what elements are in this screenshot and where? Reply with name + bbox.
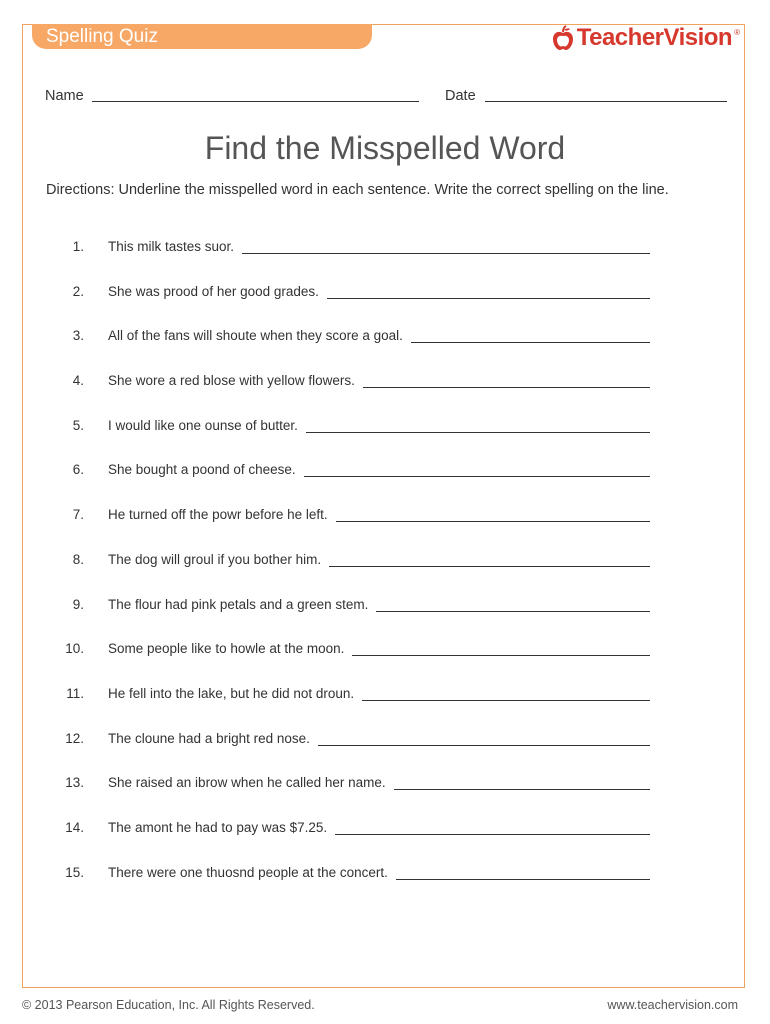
item-text: There were one thuosnd people at the concert. <box>108 864 388 880</box>
item-number: 1. <box>72 239 84 254</box>
answer-line[interactable] <box>327 284 650 299</box>
quiz-item <box>0 462 770 507</box>
item-text: The cloune had a bright red nose. <box>108 730 310 746</box>
copyright-notice: © 2013 Pearson Education, Inc. All Rights Reserved. <box>22 998 315 1012</box>
item-number: 14. <box>65 819 84 835</box>
item-number: 15. <box>65 864 84 880</box>
name-field[interactable] <box>92 101 419 102</box>
answer-line[interactable] <box>362 686 650 701</box>
item-number: 11. <box>66 685 84 701</box>
item-sentence <box>108 507 650 522</box>
item-sentence <box>108 820 650 835</box>
item-number: 9. <box>72 596 84 612</box>
answer-line[interactable] <box>304 462 650 477</box>
answer-line[interactable] <box>396 865 650 880</box>
item-sentence <box>108 731 650 746</box>
answer-line[interactable] <box>306 418 650 433</box>
quiz-item <box>0 507 770 552</box>
answer-line[interactable] <box>363 373 650 388</box>
brand-name: TeacherVision <box>576 24 733 51</box>
item-sentence <box>108 597 650 612</box>
quiz-item <box>0 820 770 865</box>
item-text: She wore a red blose with yellow flowers. <box>108 373 355 389</box>
item-sentence <box>108 284 650 299</box>
quiz-tab <box>32 24 372 49</box>
quiz-item <box>0 552 770 597</box>
item-sentence <box>108 239 650 254</box>
item-number: 13. <box>65 775 84 791</box>
item-sentence <box>108 418 650 433</box>
item-text: The flour had pink petals and a green stem. <box>108 596 369 612</box>
item-text: This milk tastes suor. <box>108 239 235 254</box>
answer-line[interactable] <box>394 775 650 790</box>
item-sentence <box>108 462 650 477</box>
item-text: She was prood of her good grades. <box>108 283 319 299</box>
answer-line[interactable] <box>318 731 650 746</box>
answer-line[interactable] <box>411 328 650 343</box>
item-text: Some people like to howle at the moon. <box>108 641 345 657</box>
item-text: The amont he had to pay was $7.25. <box>108 819 328 835</box>
answer-line[interactable] <box>329 552 650 567</box>
item-sentence <box>108 552 650 567</box>
quiz-item <box>0 373 770 418</box>
quiz-item <box>0 597 770 642</box>
answer-line[interactable] <box>352 641 650 656</box>
item-text: All of the fans will shoute when they score a goal. <box>108 328 403 344</box>
item-number: 12. <box>65 730 84 746</box>
item-sentence <box>108 641 650 656</box>
item-text: He fell into the lake, but he did not droun. <box>108 685 355 701</box>
quiz-item <box>0 418 770 463</box>
item-sentence <box>108 328 650 343</box>
item-number: 6. <box>72 462 84 478</box>
quiz-item <box>0 328 770 373</box>
item-sentence <box>108 865 650 880</box>
quiz-item <box>0 239 770 284</box>
quiz-item <box>0 641 770 686</box>
item-sentence <box>108 373 650 388</box>
item-number: 5. <box>72 417 84 433</box>
item-text: The dog will groul if you bother him. <box>108 551 322 567</box>
date-label: Date <box>445 88 476 104</box>
answer-line[interactable] <box>335 820 650 835</box>
quiz-item <box>0 775 770 820</box>
item-number: 4. <box>72 373 84 389</box>
item-text: I would like one ounse of butter. <box>108 417 298 433</box>
item-number: 8. <box>72 551 84 567</box>
item-text: He turned off the powr before he left. <box>108 507 328 523</box>
item-number: 3. <box>72 328 84 344</box>
answer-line[interactable] <box>242 239 650 254</box>
name-label: Name <box>45 88 84 104</box>
item-number: 7. <box>72 507 84 523</box>
date-field[interactable] <box>485 101 727 102</box>
brand-logo <box>551 24 740 52</box>
item-number: 2. <box>72 283 84 299</box>
answer-line[interactable] <box>376 597 650 612</box>
item-text: She raised an ibrow when he called her name. <box>108 775 386 791</box>
item-sentence <box>108 686 650 701</box>
quiz-tab-label: Spelling Quiz <box>46 26 158 47</box>
website-url: www.teachervision.com <box>607 998 738 1012</box>
page-title: Find the Misspelled Word <box>204 130 566 166</box>
quiz-item <box>0 865 770 910</box>
item-sentence <box>108 775 650 790</box>
apple-icon <box>551 25 575 51</box>
quiz-item <box>0 686 770 731</box>
item-text: She bought a poond of cheese. <box>108 462 296 478</box>
registered-mark: ® <box>734 28 740 37</box>
directions-text: Directions: Underline the misspelled word in each sentence. Write the correct spelling on the line. <box>46 182 669 198</box>
quiz-item <box>0 731 770 776</box>
quiz-item <box>0 284 770 329</box>
answer-line[interactable] <box>336 507 650 522</box>
quiz-items <box>0 239 770 909</box>
item-number: 10. <box>65 641 84 657</box>
